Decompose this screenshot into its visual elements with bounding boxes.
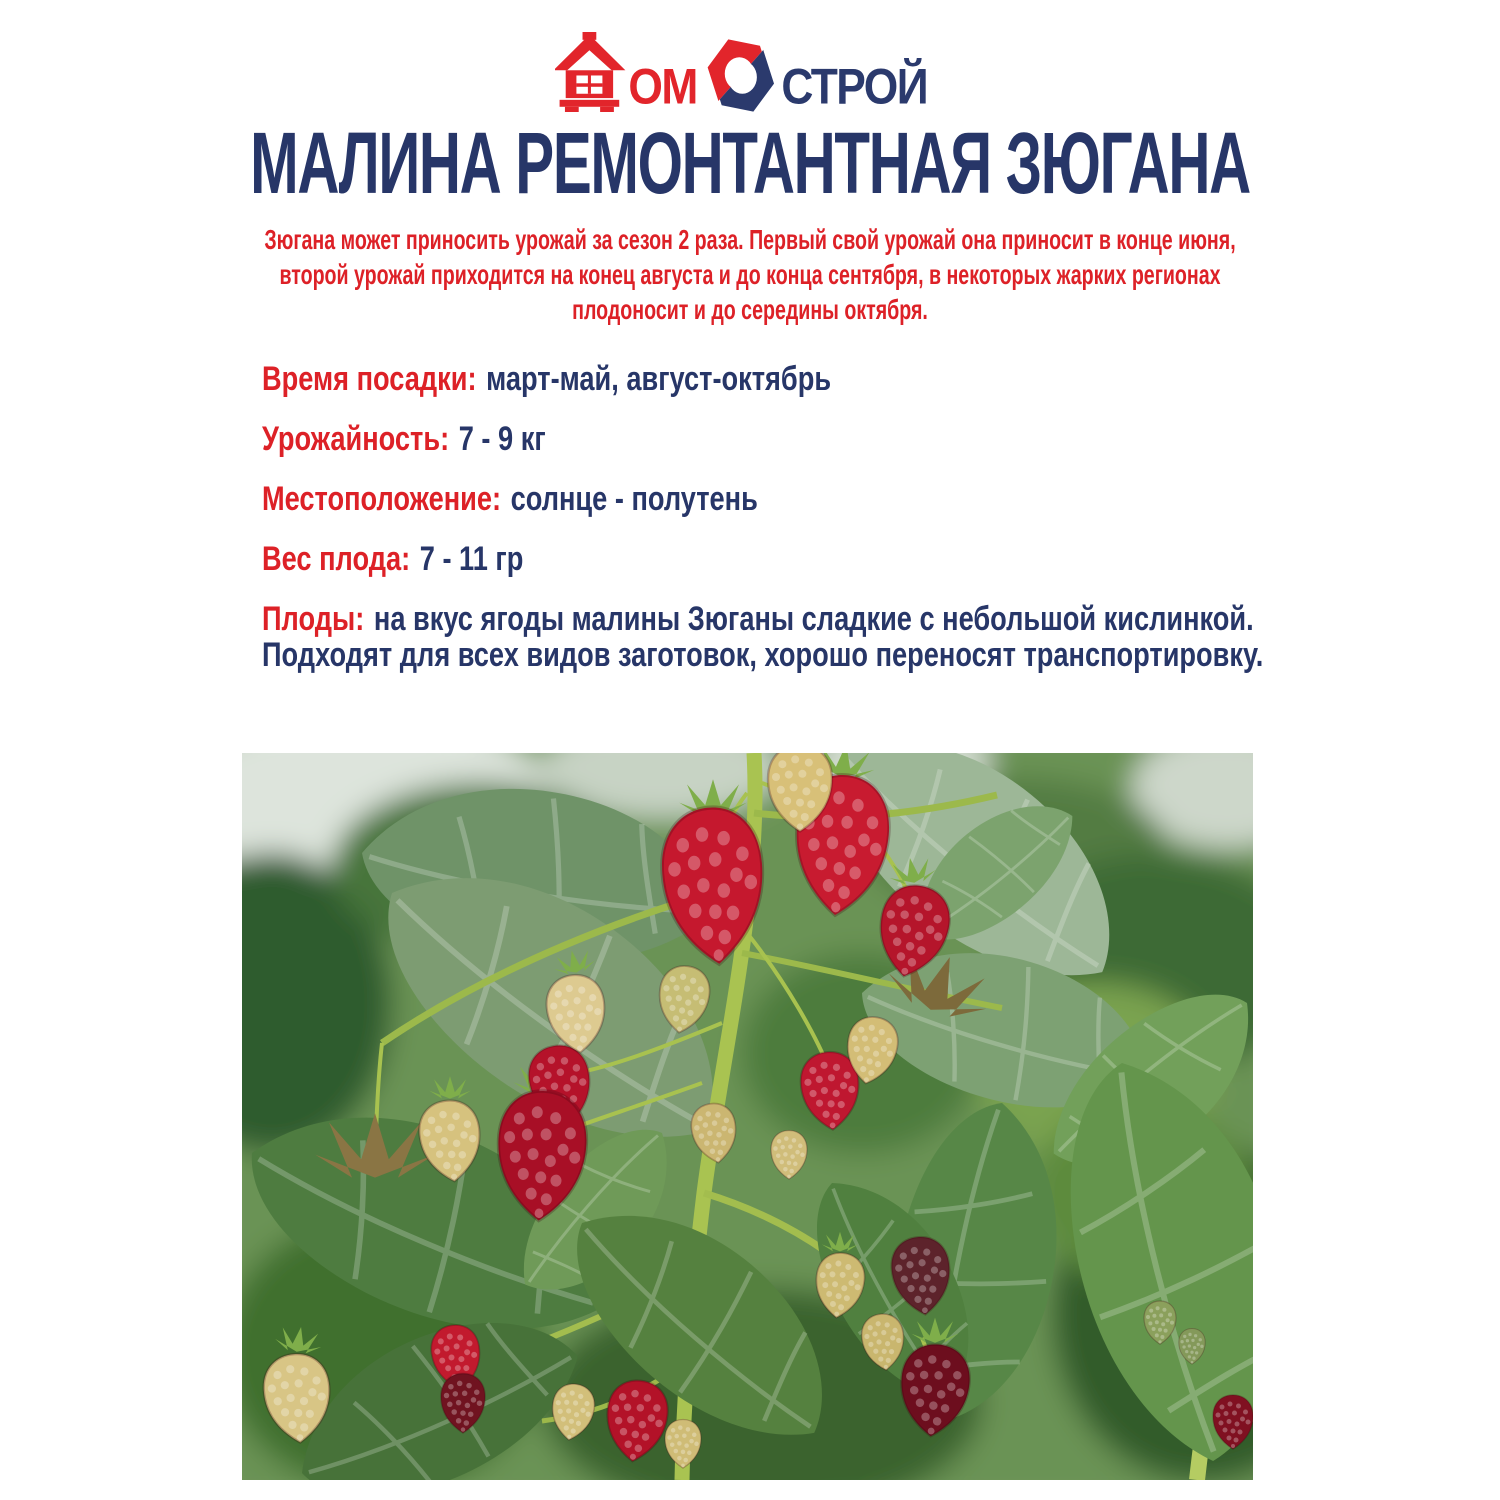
fruits-text-2: Подходят для всех видов заготовок, хорошо переносят транспортировку. bbox=[262, 636, 1264, 674]
raspberry-photo bbox=[242, 753, 1253, 1480]
house-icon bbox=[555, 32, 625, 112]
spec-row-yield bbox=[262, 421, 546, 457]
page-title: МАЛИНА РЕМОНТАНТНАЯ ЗЮГАНА bbox=[250, 115, 1250, 212]
fruits-line-1 bbox=[262, 601, 1263, 637]
spec-row-planting-time bbox=[262, 361, 831, 397]
fruits-paragraph bbox=[262, 601, 1263, 673]
logo-text-stroy: СТРОЙ bbox=[781, 58, 928, 112]
spec-label: Урожайность: bbox=[262, 420, 450, 458]
spec-value: 7 - 11 гр bbox=[419, 540, 524, 578]
spec-label: Вес плода: bbox=[262, 540, 411, 578]
intro-line-1: Зюгана может приносить урожай за сезон 2 раза. Первый свой урожай она приносит в конце июня, bbox=[264, 224, 1236, 255]
spec-value: март-май, август-октябрь bbox=[486, 360, 832, 398]
domostroy-logo bbox=[555, 32, 945, 112]
spec-label: Местоположение: bbox=[262, 480, 502, 518]
fruits-label: Плоды: bbox=[262, 600, 365, 638]
product-photo bbox=[242, 753, 1253, 1480]
spec-row-fruit-weight bbox=[262, 541, 523, 577]
fruits-text-1: на вкус ягоды малины Зюганы сладкие с небольшой кислинкой. bbox=[373, 600, 1254, 638]
hex-nut-icon bbox=[708, 39, 774, 111]
brand-logo bbox=[0, 32, 1500, 112]
spec-value: 7 - 9 кг bbox=[458, 420, 546, 458]
spec-label: Время посадки: bbox=[262, 360, 477, 398]
logo-text-dom: ОМ bbox=[628, 58, 697, 112]
intro-paragraph bbox=[225, 222, 1275, 327]
intro-line-2: второй урожай приходится на конец августа и до конца сентября, в некоторых жарких регионах bbox=[279, 259, 1221, 290]
spec-value: солнце - полутень bbox=[510, 480, 758, 518]
intro-line-3: плодоносит и до середины октября. bbox=[572, 294, 928, 325]
spec-row-location bbox=[262, 481, 758, 517]
